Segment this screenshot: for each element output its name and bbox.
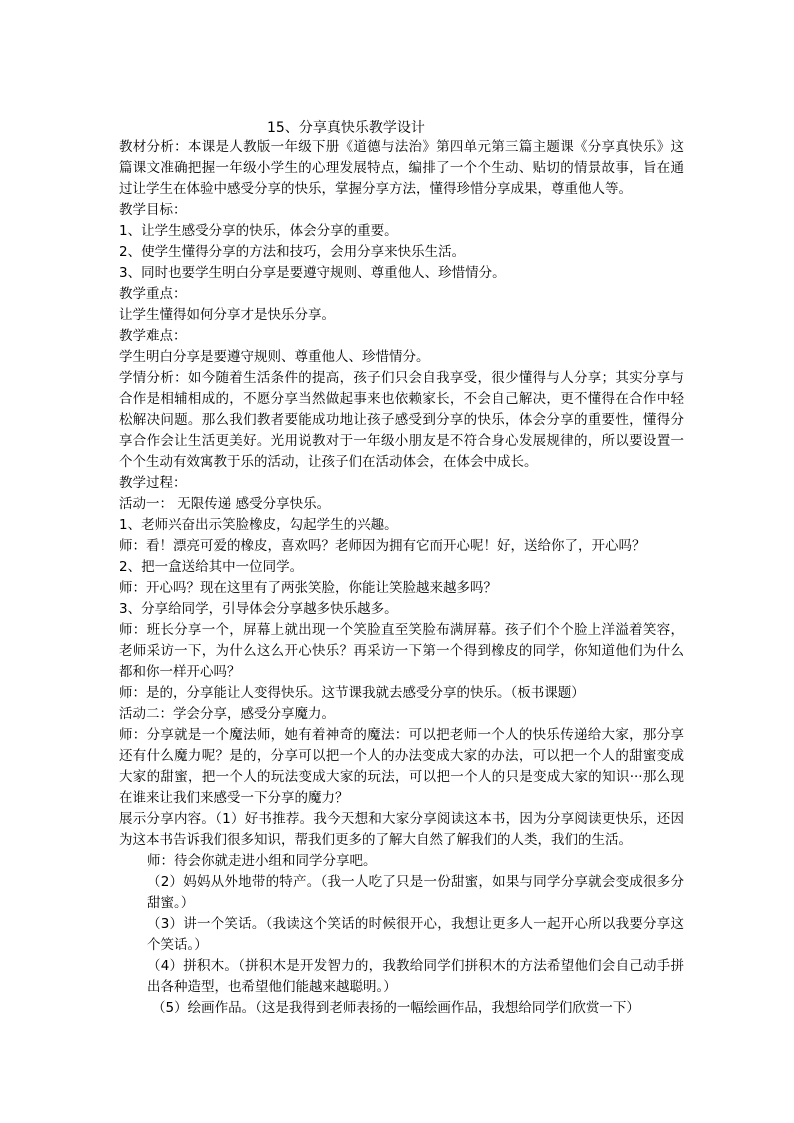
goal-item-2: 2、使学生懂得分享的方法和技巧，会用分享来快乐生活。 [119, 244, 466, 260]
share-item-2: （2）妈妈从外地带的特产。（我一人吃了只是一份甜蜜，如果与同学分享就会变成很多分甜蜜。） [147, 874, 684, 911]
activity-1-heading: 活动一： 无限传递 感受分享快乐。 [119, 496, 331, 512]
process-heading: 教学过程： [119, 475, 187, 491]
teacher-paragraph-5: 师：分享就是一个魔法师，她有着神奇的魔法：可以把老师一个人的快乐传递给大家，那分享还有什么魔力呢？是的，分享可以把一个人的办法变成大家的办法，可以把一个人的甜蜜变成大家的甜蜜，把一个人的玩法变成大家的玩法，可以把一个人的只是变成大家的知识···那么现在谁来让我们来感受一下分享的魔力？ [119, 727, 684, 806]
teacher-line-1: 师：看！漂亮可爱的橡皮，喜欢吗？老师因为拥有它而开心呢！好，送给你了，开心吗？ [119, 538, 646, 554]
key-points-heading: 教学重点： [119, 286, 187, 302]
material-analysis-paragraph: 教材分析：本课是人教版一年级下册《道德与法治》第四单元第三篇主题课《分享真快乐》这篇课文准确把握一年级小学生的心理发展特点，编排了一个个生动、贴切的情景故事，旨在通过让学生在体验中感受分享的快乐，掌握分享方法，懂得珍惜分享成果，尊重他人等。 [119, 139, 684, 197]
teacher-paragraph-3: 师：班长分享一个，屏幕上就出现一个笑脸直至笑脸布满屏幕。孩子们个个脸上洋溢着笑容，老师采访一下，为什么这么开心快乐？再采访一下第一个得到橡皮的同学，你知道他们为什么都和你一样开心吗？ [119, 622, 684, 680]
teacher-line-2: 师：开心吗？现在这里有了两张笑脸，你能让笑脸越来越多吗？ [119, 580, 497, 596]
share-item-1: 展示分享内容。（1）好书推荐。我今天想和大家分享阅读这本书，因为分享阅读更快乐，还因为这本书告诉我们很多知识，帮我们更多的了解大自然了解我们的人类，我们的生活。 [119, 811, 684, 848]
step-1: 1、老师兴奋出示笑脸橡皮，勾起学生的兴趣。 [119, 517, 398, 533]
share-item-5: （5）绘画作品。（这是我得到老师表扬的一幅绘画作品，我想给同学们欣赏一下） [152, 1000, 640, 1016]
teacher-line-4: 师：是的，分享能让人变得快乐。这节课我就去感受分享的快乐。（板书课题） [119, 685, 585, 701]
key-points-text: 让学生懂得如何分享才是快乐分享。 [119, 307, 335, 323]
teacher-line-6: 师：待会你就走进小组和同学分享吧。 [147, 853, 377, 869]
difficulty-text: 学生明白分享是要遵守规则、尊重他人、珍惜情分。 [119, 349, 430, 365]
goal-item-3: 3、同时也要学生明白分享是要遵守规则、尊重他人、珍惜情分。 [119, 265, 506, 281]
learner-analysis-paragraph: 学情分析：如今随着生活条件的提高，孩子们只会自我享受，很少懂得与人分享；其实分享与合作是相辅相成的，不愿分享当然做起事来也依赖家长，不会自己解决，更不懂得在合作中轻松解决问题。那么我们教者要能成功地让孩子感受到分享的快乐，体会分享的重要性，懂得分享合作会让生活更美好。光用说教对于一年级小朋友是不符合身心发展规律的，所以要设置一个个生动有效寓教于乐的活动，让孩子们在活动体会，在体会中成长。 [119, 370, 684, 470]
step-3: 3、分享给同学，引导体会分享越多快乐越多。 [119, 601, 398, 617]
difficulty-heading: 教学难点： [119, 328, 187, 344]
goal-item-1: 1、让学生感受分享的快乐，体会分享的重要。 [119, 223, 398, 239]
share-item-4: （4）拼积木。（拼积木是开发智力的，我教给同学们拼积木的方法希望他们会自己动手拼出各种造型，也希望他们能越来越聪明。） [147, 958, 684, 995]
activity-2-heading: 活动二：学会分享，感受分享魔力。 [119, 706, 335, 722]
goals-heading: 教学目标： [119, 202, 187, 218]
share-item-3: （3）讲一个笑话。（我读这个笑话的时候很开心，我想让更多人一起开心所以我要分享这个笑话。） [147, 916, 684, 953]
document-title: 15、分享真快乐教学设计 [267, 120, 425, 136]
step-2: 2、把一盒送给其中一位同学。 [119, 559, 304, 575]
